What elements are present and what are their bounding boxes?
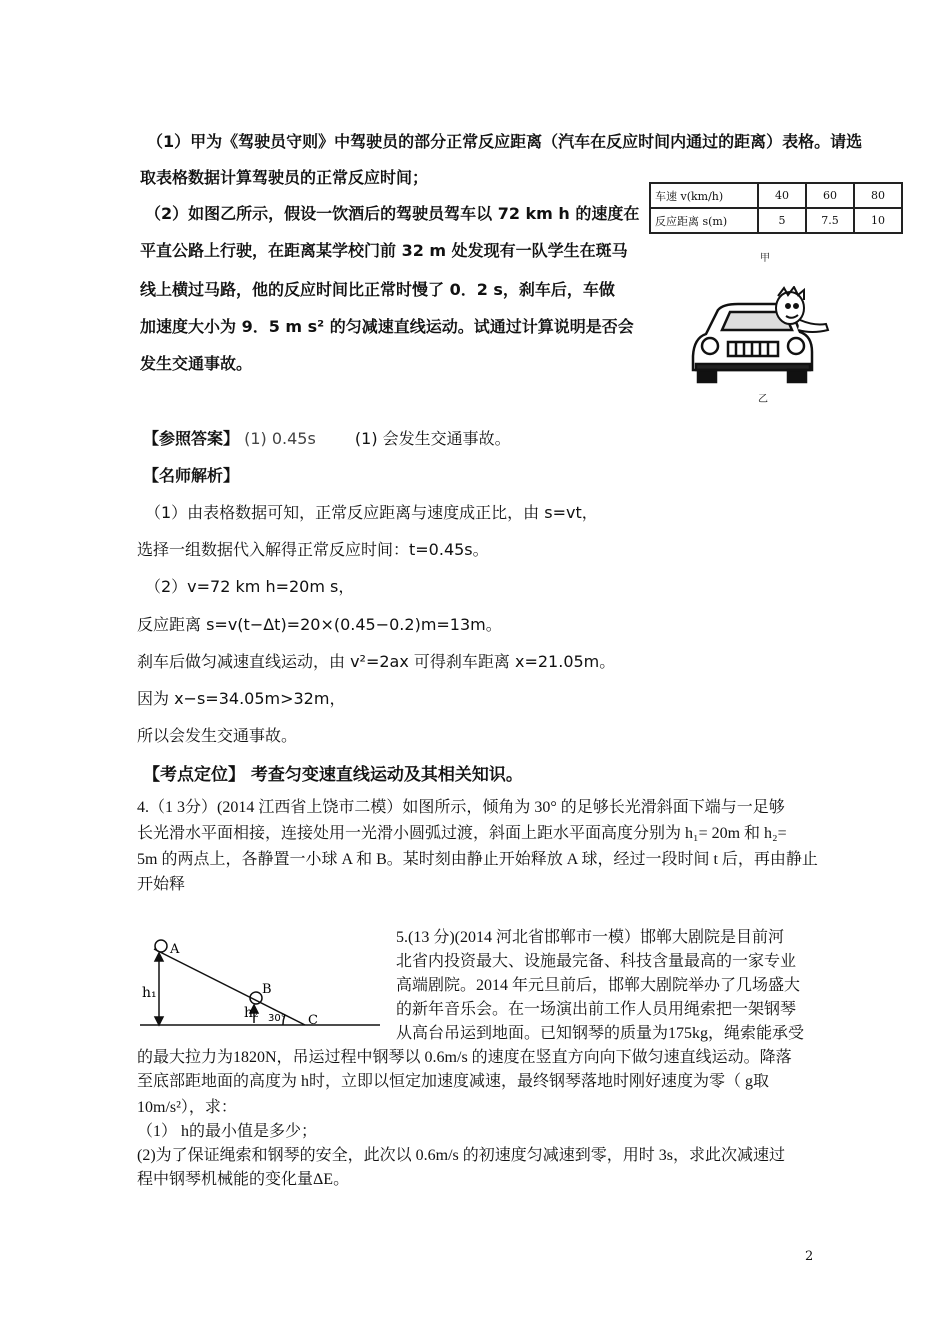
p3-q2-line3: 线上横过马路，他的反应时间比正常时慢了 0．2 s，刹车后，车做 <box>140 280 615 299</box>
p4-line-4: 开始释 <box>137 876 186 893</box>
kaodian-label: 【考点定位】 <box>143 765 245 785</box>
analysis-line-4: 反应距离 s=v(t−Δt)=20×(0.45−0.2)m=13m。 <box>137 615 502 634</box>
table-row-distance <box>650 208 902 233</box>
p3-q1-line2: 取表格数据计算驾驶员的正常反应时间； <box>140 168 429 187</box>
analysis-line-6: 因为 x−s=34.05m>32m， <box>137 689 346 708</box>
p5-line-10: (2)为了保证绳索和钢琴的安全，此次以 0.6m/s 的初速度匀减速到零，用时 3s，求此次减速过 <box>137 1147 786 1164</box>
p3-q1-line1: （1）甲为《驾驶员守则》中驾驶员的部分正常反应距离（汽车在反应时间内通过的距离）表格。请选 <box>147 132 863 151</box>
label-b: B <box>262 982 272 997</box>
p5-line-4: 的新年音乐会。在一场演出前工作人员用绳索把一架钢琴 <box>396 1001 797 1018</box>
label-h1: h₁ <box>142 985 157 1001</box>
table-cell: 7.5 <box>806 208 854 233</box>
p5-line-3: 高端剧院。2014 年元旦前后，邯郸大剧院举办了几场盛大 <box>396 977 801 994</box>
p5-line-8: 10m/s²），求： <box>137 1099 237 1116</box>
table-cell: 80 <box>854 183 902 208</box>
p3-q2-line4: 加速度大小为 9．5 m s² 的匀减速直线运动。试通过计算说明是否会 <box>140 317 634 336</box>
answer-label: 【参照答案】 <box>143 429 240 448</box>
label-a: A <box>170 942 180 957</box>
p5-line-5: 从高台吊运到地面。已知钢琴的质量为175kg，绳索能承受 <box>396 1025 805 1042</box>
label-angle: 30° <box>268 1013 286 1024</box>
figure-caption: 乙 <box>758 394 768 405</box>
p4-line-2: 长光滑水平面相接，连接处用一光滑小圆弧过渡，斜面上距水平面高度分别为 h₁= 20m 和 h₂= <box>137 825 787 842</box>
table-caption: 甲 <box>760 253 770 264</box>
p4-line-3: 5m 的两点上，各静置一小球 A 和 B。某时刻由静止开始释放 A 球，经过一段时间 t 后，再由静止 <box>137 851 818 868</box>
label-c: C <box>308 1013 318 1028</box>
answer-text-1: (1) 0.45s <box>244 429 316 448</box>
analysis-line-3: （2）v=72 km h=20m s， <box>145 577 355 596</box>
table-cell: 5 <box>758 208 806 233</box>
analysis-line-7: 所以会发生交通事故。 <box>137 726 298 745</box>
analysis-line-2: 选择一组数据代入解得正常反应时间：t=0.45s。 <box>137 540 489 559</box>
p5-line-1: 5.(13 分)(2014 河北省邯郸市一模）邯郸大剧院是目前河 <box>396 929 784 946</box>
reaction-distance-table <box>649 182 903 234</box>
p5-line-6: 的最大拉力为1820N，吊运过程中钢琴以 0.6m/s 的速度在竖直方向向下做匀速直线运动。降落 <box>137 1049 792 1066</box>
incline-diagram <box>140 935 380 1031</box>
analysis-line-1: （1）由表格数据可知，正常反应距离与速度成正比，由 s=vt， <box>145 503 598 522</box>
p3-q2-line5: 发生交通事故。 <box>140 354 253 373</box>
p5-line-2: 北省内投资最大、设施最完备、科技含量最高的一家专业 <box>396 953 797 970</box>
table-header-label: 车速 v(km/h) <box>650 183 758 208</box>
p3-q2-line2: 平直公路上行驶，在距离某学校门前 32 m 处发现有一队学生在斑马 <box>140 241 628 260</box>
answer-section <box>143 428 511 450</box>
table-row-speed <box>650 183 902 208</box>
analysis-line-5: 刹车后做匀减速直线运动，由 v²=2ax 可得刹车距离 x=21.05m。 <box>137 652 616 671</box>
p5-line-11: 程中钢琴机械能的变化量ΔE。 <box>137 1171 350 1188</box>
kaodian-section <box>143 764 523 786</box>
kaodian-text: 考查匀变速直线运动及其相关知识。 <box>250 765 523 785</box>
table-cell: 40 <box>758 183 806 208</box>
p4-line-1: 4.（1 3分）(2014 江西省上饶市二模）如图所示，倾角为 30° 的足够长光滑斜面下端与一足够 <box>137 799 785 816</box>
table-cell: 10 <box>854 208 902 233</box>
table-row-label: 反应距离 s(m) <box>650 208 758 233</box>
analysis-label: 【名师解析】 <box>143 466 240 485</box>
p3-q2-line1: （2）如图乙所示，假设一饮酒后的驾驶员驾车以 72 km h 的速度在 <box>145 204 640 223</box>
car-driver-illustration <box>688 286 838 386</box>
table-cell: 60 <box>806 183 854 208</box>
page-number: 2 <box>805 1249 814 1264</box>
answer-text-2: (1) 会发生交通事故。 <box>354 429 511 448</box>
p5-line-7: 至底部距地面的高度为 h时，立即以恒定加速度减速，最终钢琴落地时刚好速度为零（ g取 <box>137 1073 770 1090</box>
label-h2: h₂ <box>244 1005 259 1021</box>
p5-line-9: （1） h的最小值是多少； <box>137 1123 318 1140</box>
